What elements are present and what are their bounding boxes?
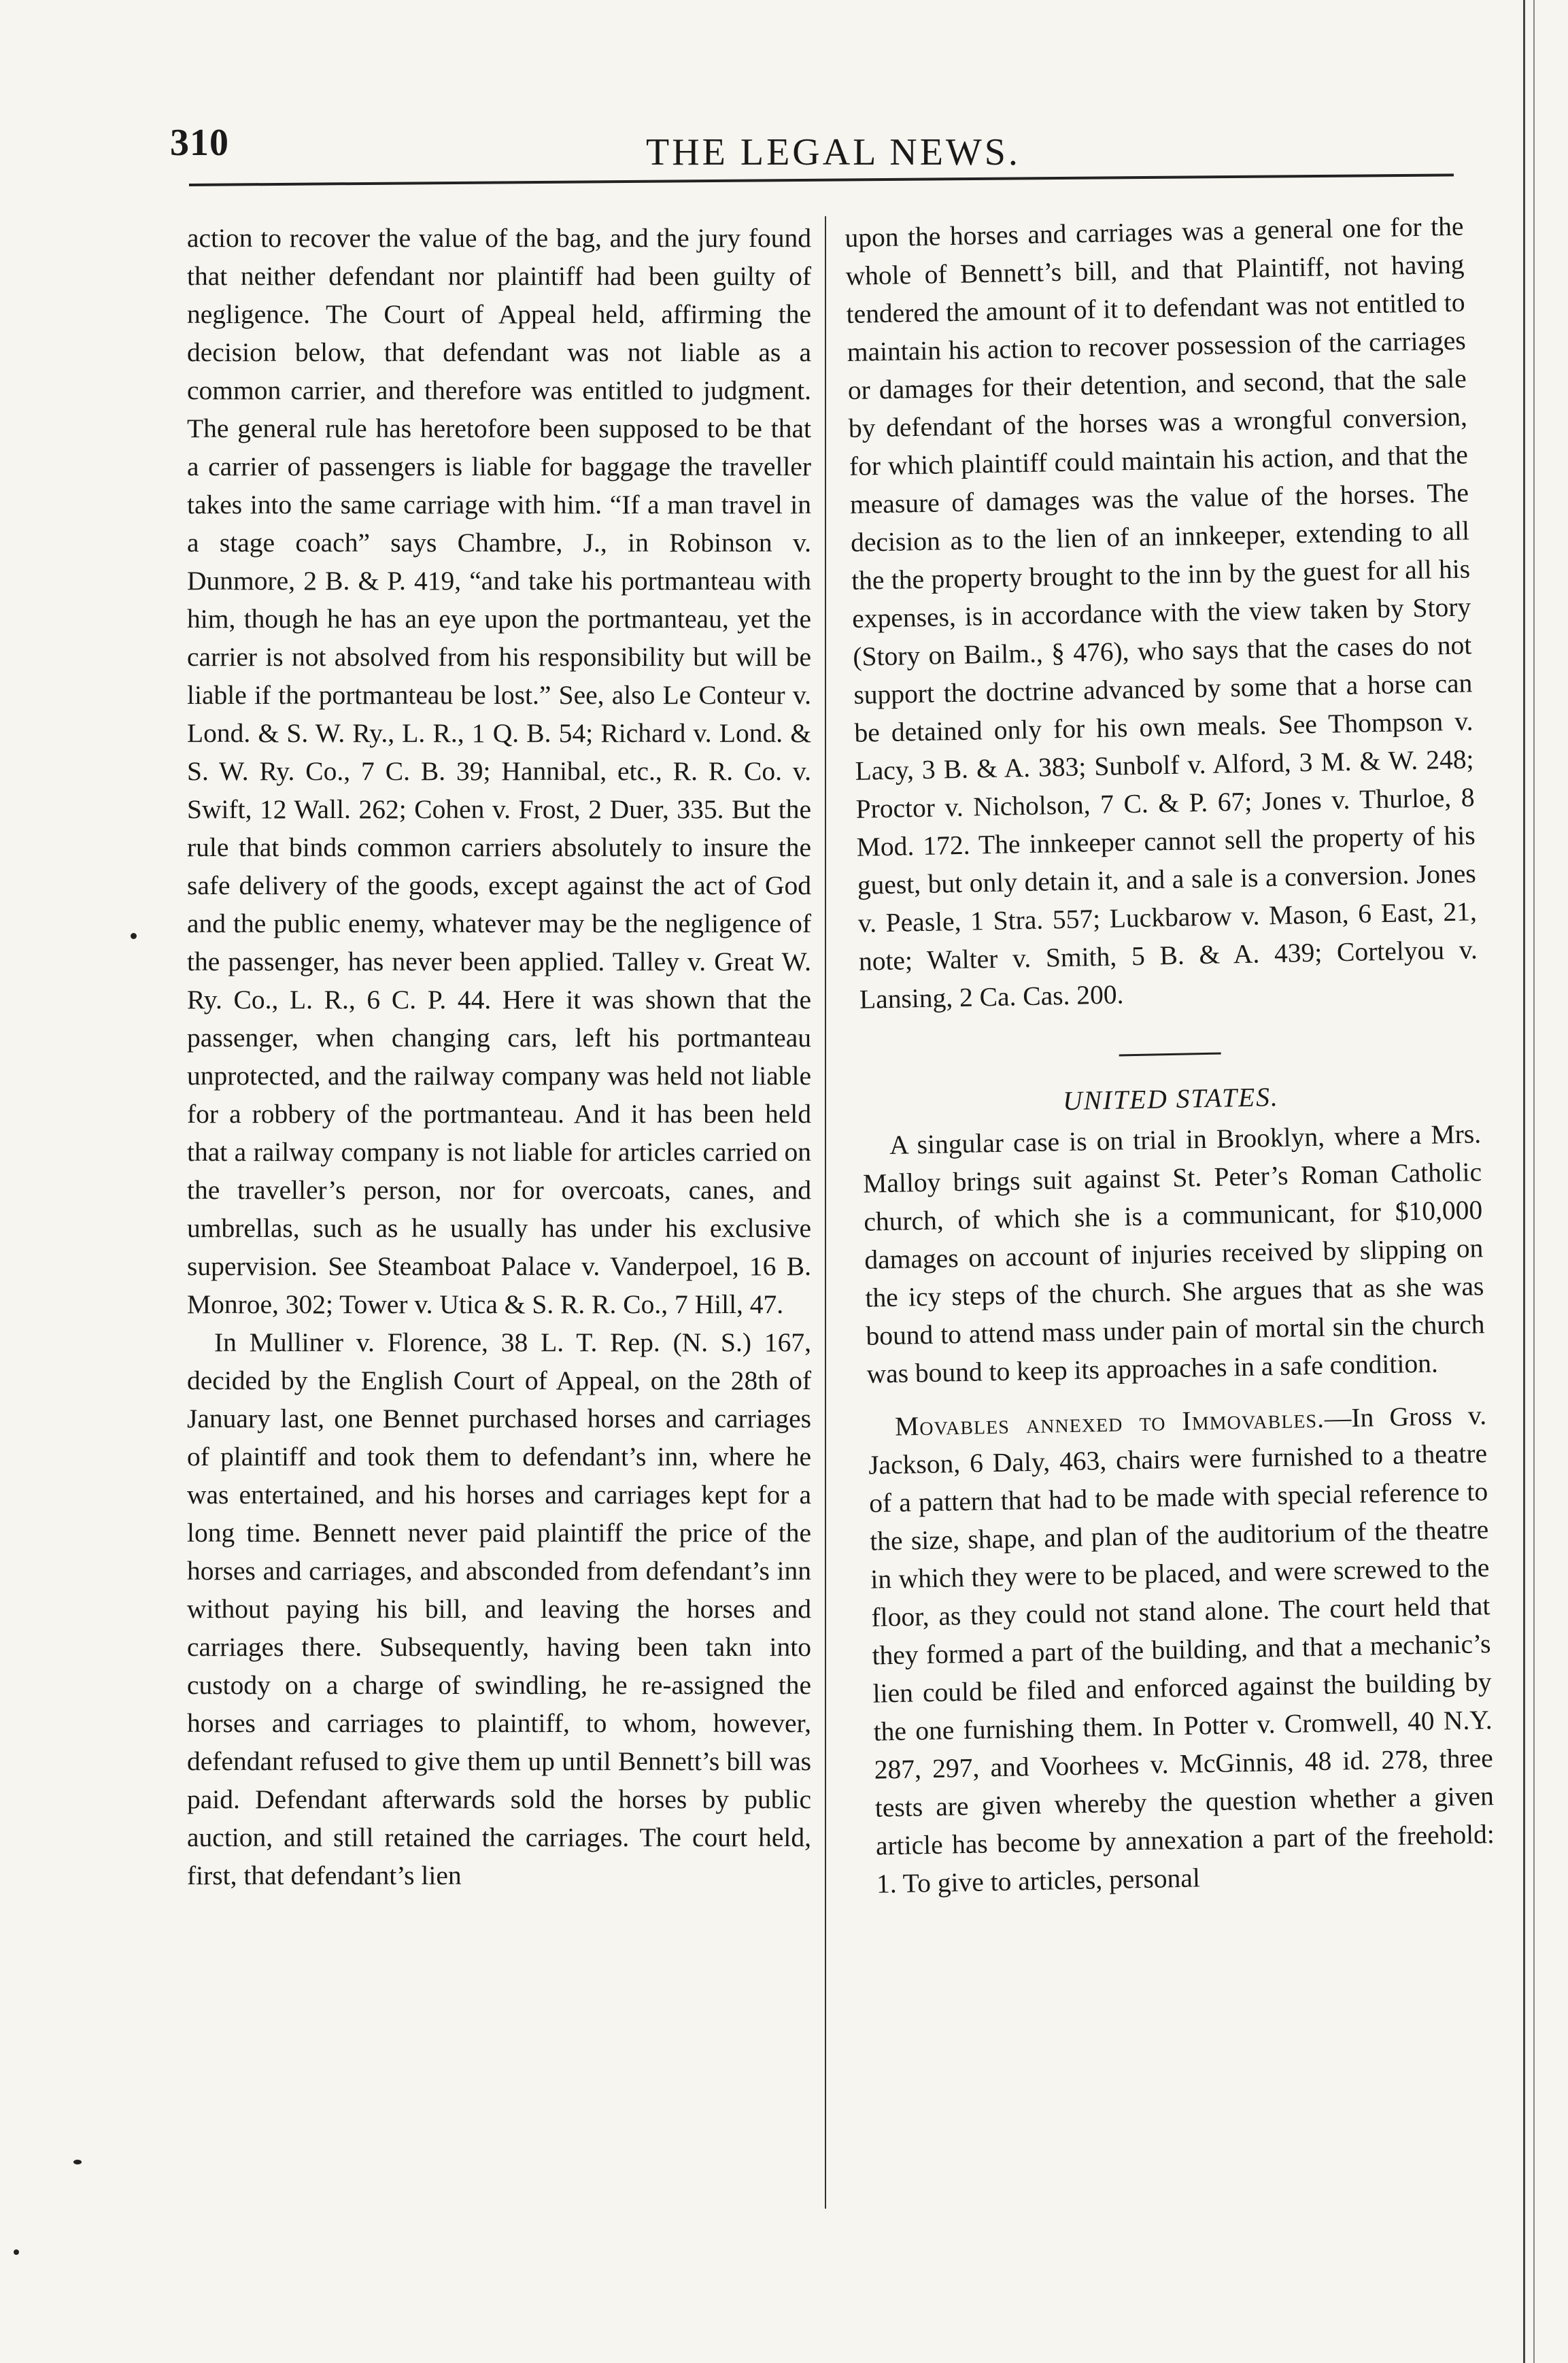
journal-title: THE LEGAL NEWS. [646,131,1021,173]
page-edge [1523,0,1525,2363]
column-divider [825,216,826,2209]
movables-text: —In Gross v. Jackson, 6 Daly, 463, chairs were furnished to a theatre of a pattern that had to be made with special reference to the size, shape, and plan of the auditorium of the theatre in which they were to be placed, and were screwed to the floor, as they could not stand alone. The court held that they formed a part of the building, and that a mechanic’s lien could be filed and enforced against the building by the one furnishing them. In Potter v. Cromwell, 40 N.Y. 287, 297, and Voorhees v. McGinnis, 48 id. 278, three tests are given whereby the question whether a given article has become by annexation a part of the freehold: 1. To give to articles, personal [868,1400,1495,1899]
right-paragraph-movables [868,1396,1496,1903]
page-number: 310 [170,122,229,164]
margin-mark [73,2160,82,2164]
margin-mark [14,2249,19,2255]
page-header [170,121,1462,182]
right-paragraph-continued: upon the horses and carriages was a general one for the whole of Bennett’s bill, and that Plaintiff, not having tendered the amount of it to defendant was not entitled to maintain his action to recover possession of the carriages or damages for their detention, and second, that the sale by defendant of the horses was a wrongful conversion, for which plaintiff could maintain his action, and that the measure of damages was the value of the horses. The decision as to the lien of an innkeeper, extending to all the the property brought to the inn by the guest for all his expenses, is in accordance with the view taken by Story (Story on Bailm., § 476), who says that the cases do not support the doctrine advanced by some that a horse can be detained only for his own meals. See Thompson v. Lacy, 3 B. & A. 383; Sunbolf v. Alford, 3 M. & W. 248; Proctor v. Nicholson, 7 C. & P. 67; Jones v. Thurloe, 8 Mod. 172. The innkeeper cannot sell the property of his guest, but only detain it, and a sale is a conversion. Jones v. Peasle, 1 Stra. 557; Luckbarow v. Mason, 6 East, 21, note; Walter v. Smith, 5 B. & A. 439; Cortelyou v. Lansing, 2 Ca. Cas. 200. [845,211,1478,1015]
movables-heading: Movables annexed to Immovables. [894,1403,1325,1442]
section-separator [1119,1053,1221,1057]
section-title: UNITED STATES. [1062,1081,1280,1117]
left-column [187,219,811,1894]
right-column [845,207,1495,1903]
margin-mark [131,933,137,939]
page-edge-shadow [1533,0,1535,2363]
left-paragraph-continued: action to recover the value of the bag, and the jury found that neither defendant nor plaintiff had been guilty of negligence. The Court of Appeal held, affirming the decision below, that defendant was not liable as a common carrier, and therefore was entitled to judgment. The general rule has heretofore been supposed to be that a carrier of passengers is liable for baggage the traveller takes into the same carriage with him. “If a man travel in a stage coach” says Chambre, J., in Robinson v. Dunmore, 2 B. & P. 419, “and take his portmanteau with him, though he has an eye upon the portmanteau, yet the carrier is not absolved from his responsibility but will be liable if the portmanteau be lost.” See, also Le Conteur v. Lond. & S. W. Ry., L. R., 1 Q. B. 54; Richard v. Lond. & S. W. Ry. Co., 7 C. B. 39; Hannibal, etc., R. R. Co. v. Swift, 12 Wall. 262; Cohen v. Frost, 2 Duer, 335. But the rule that binds common carriers absolutely to insure the safe delivery of the goods, except against the act of God and the public enemy, whatever may be the negligence of the passenger, has never been applied. Talley v. Great W. Ry. Co., L. R., 6 C. P. 44. Here it was shown that the passenger, when changing cars, left his portmanteau unprotected, and the railway company was held not liable for a robbery of the portmanteau. And it has been held that a railway company is not liable for articles carried on the traveller’s person, nor for overcoats, canes, and umbrellas, such as he usually has under his exclusive supervision. See Steamboat Palace v. Vanderpoel, 16 B. Monroe, 302; Tower v. Utica & S. R. R. Co., 7 Hill, 47. [187,223,811,1319]
left-paragraph-mulliner: In Mulliner v. Florence, 38 L. T. Rep. (N. S.) 167, decided by the English Court of Appeal, on the 28th of January last, one Bennet purchased horses and carriages of plaintiff and took them to defendant’s inn, where he was entertained, and his horses and carriages kept for a long time. Bennett never paid plaintiff the price of the horses and carriages, and absconded from defendant’s inn without paying his bill, and leaving the horses and carriages there. Subsequently, having been takn into custody on a charge of swindling, he re-assigned the horses and carriages to plaintiff, to whom, however, defendant refused to give them up until Bennett’s bill was paid. Defendant afterwards sold the horses by public auction, and still retained the carriages. The court held, first, that defendant’s lien [187,1327,811,1890]
right-paragraph-brooklyn: A singular case is on trial in Brooklyn, where a Mrs. Malloy brings suit against St. Peter’s Roman Catholic church, of which she is a communicant, for $10,000 damages on account of injuries received by slipping on the icy steps of the church. She argues that as she was bound to attend mass under pain of mortal sin the church was bound to keep its approaches in a safe condition. [862,1119,1485,1389]
